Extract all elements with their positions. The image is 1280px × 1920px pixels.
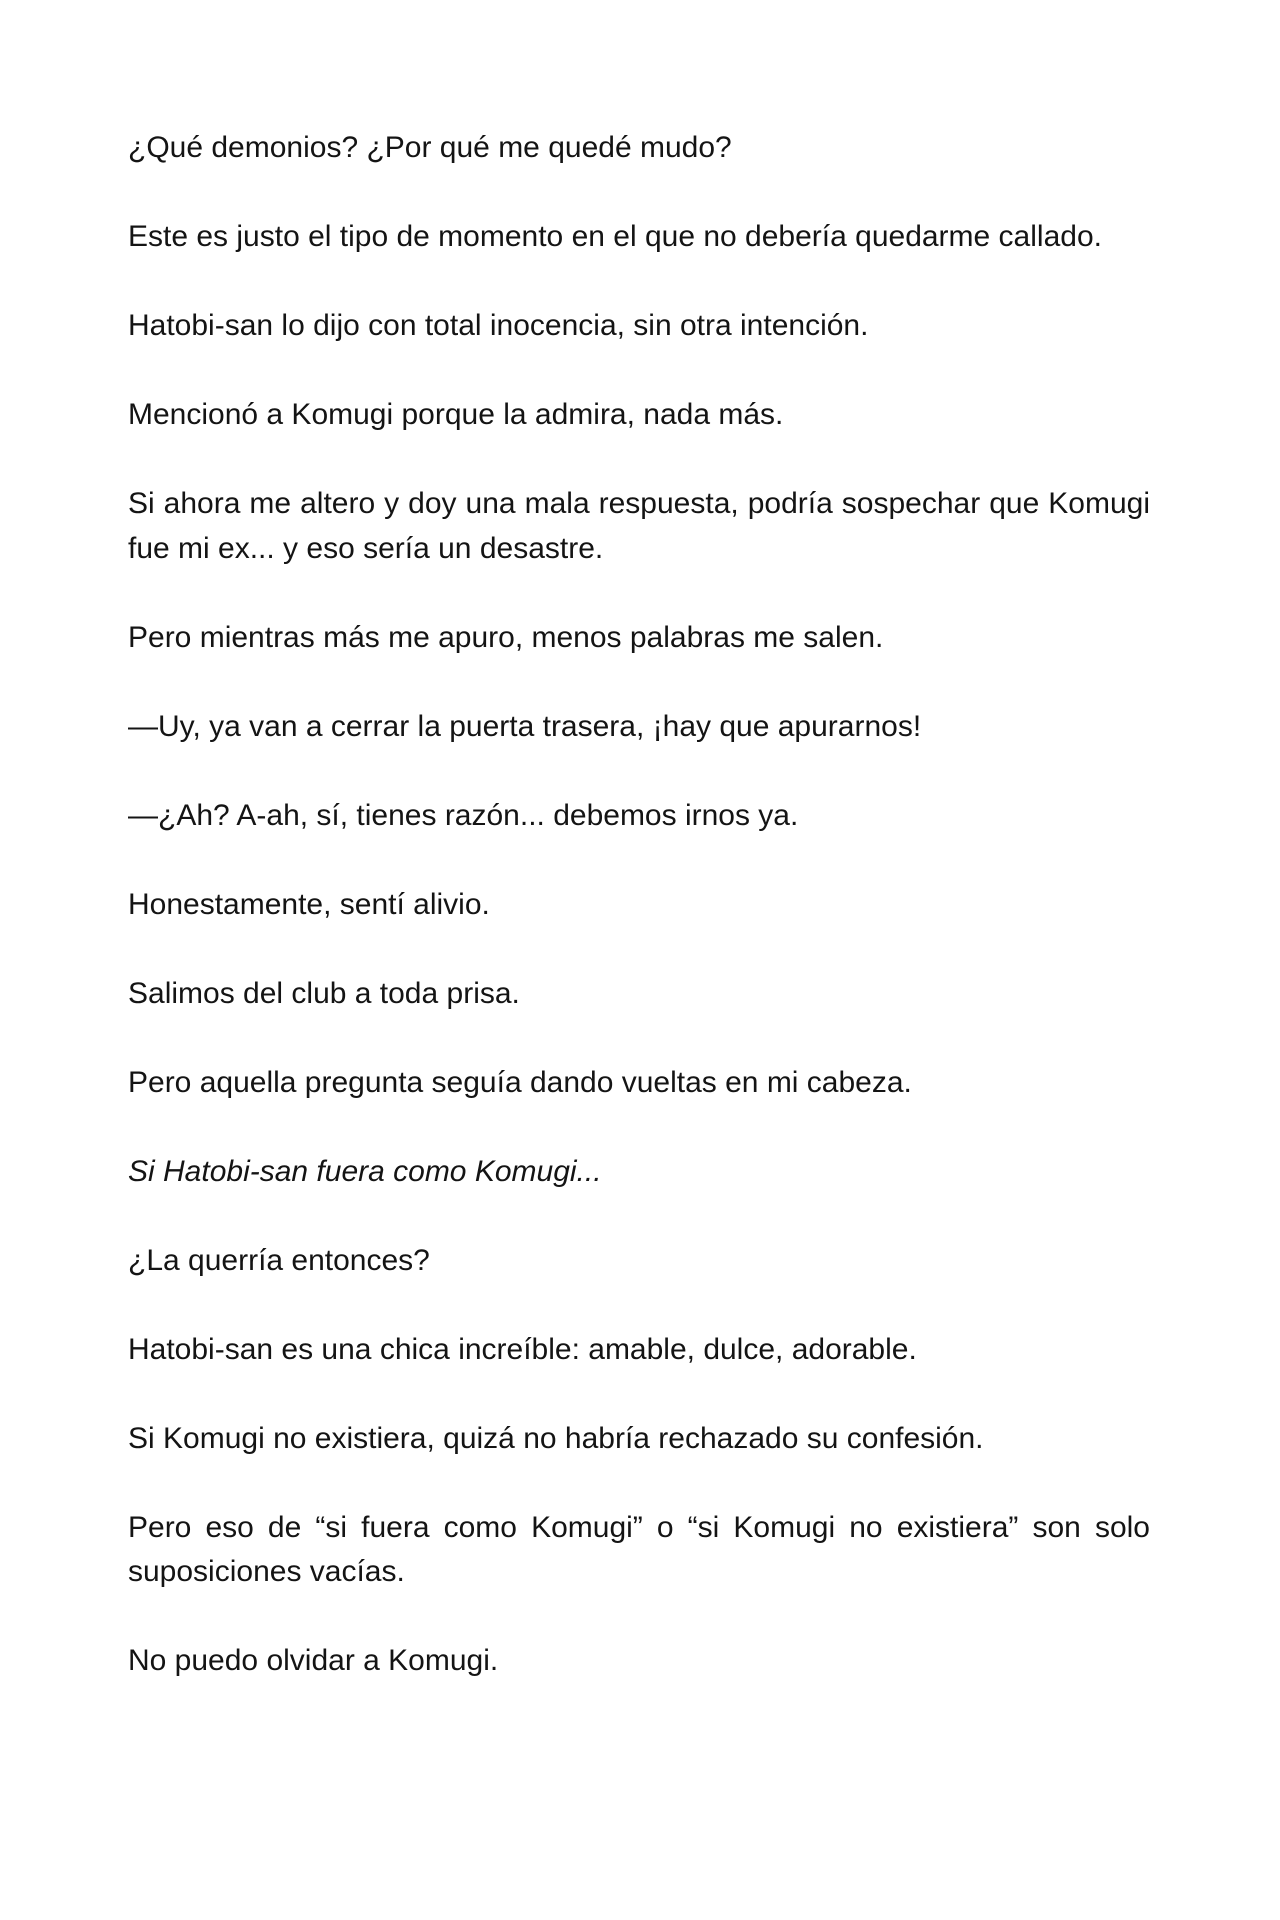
paragraph: Pero aquella pregunta seguía dando vueltas en mi cabeza. [128,1065,912,1099]
paragraph: Si ahora me altero y doy una mala respuesta, podría sospechar que Komugi fue mi ex... y eso sería un desastre. [128,487,1150,565]
paragraph: ¿Qué demonios? ¿Por qué me quedé mudo? [128,131,732,164]
paragraph: Si Komugi no existiera, quizá no habría rechazado su confesión. [128,1421,984,1455]
paragraph: Honestamente, sentí alivio. [128,887,490,921]
paragraph: Salimos del club a toda prisa. [128,976,520,1010]
paragraph: Pero eso de “si fuera como Komugi” o “si Komugi no existiera” son solo suposiciones vacías. [128,1510,1150,1588]
dialogue-paragraph: —Uy, ya van a cerrar la puerta trasera, ¡hay que apurarnos! [128,709,922,743]
paragraph: Mencionó a Komugi porque la admira, nada más. [128,398,784,431]
paragraph: Hatobi-san lo dijo con total inocencia, sin otra intención. [128,309,869,342]
paragraph: ¿La querría entonces? [128,1243,430,1277]
italic-thought-paragraph: Si Hatobi-san fuera como Komugi... [128,1154,602,1188]
dialogue-paragraph: —¿Ah? A-ah, sí, tienes razón... debemos irnos ya. [128,798,799,832]
paragraph: Pero mientras más me apuro, menos palabras me salen. [128,620,884,654]
document-page [128,126,1150,1728]
paragraph: No puedo olvidar a Komugi. [128,1644,499,1677]
paragraph: Hatobi-san es una chica increíble: amable, dulce, adorable. [128,1332,917,1366]
paragraph: Este es justo el tipo de momento en el que no debería quedarme callado. [128,220,1102,253]
